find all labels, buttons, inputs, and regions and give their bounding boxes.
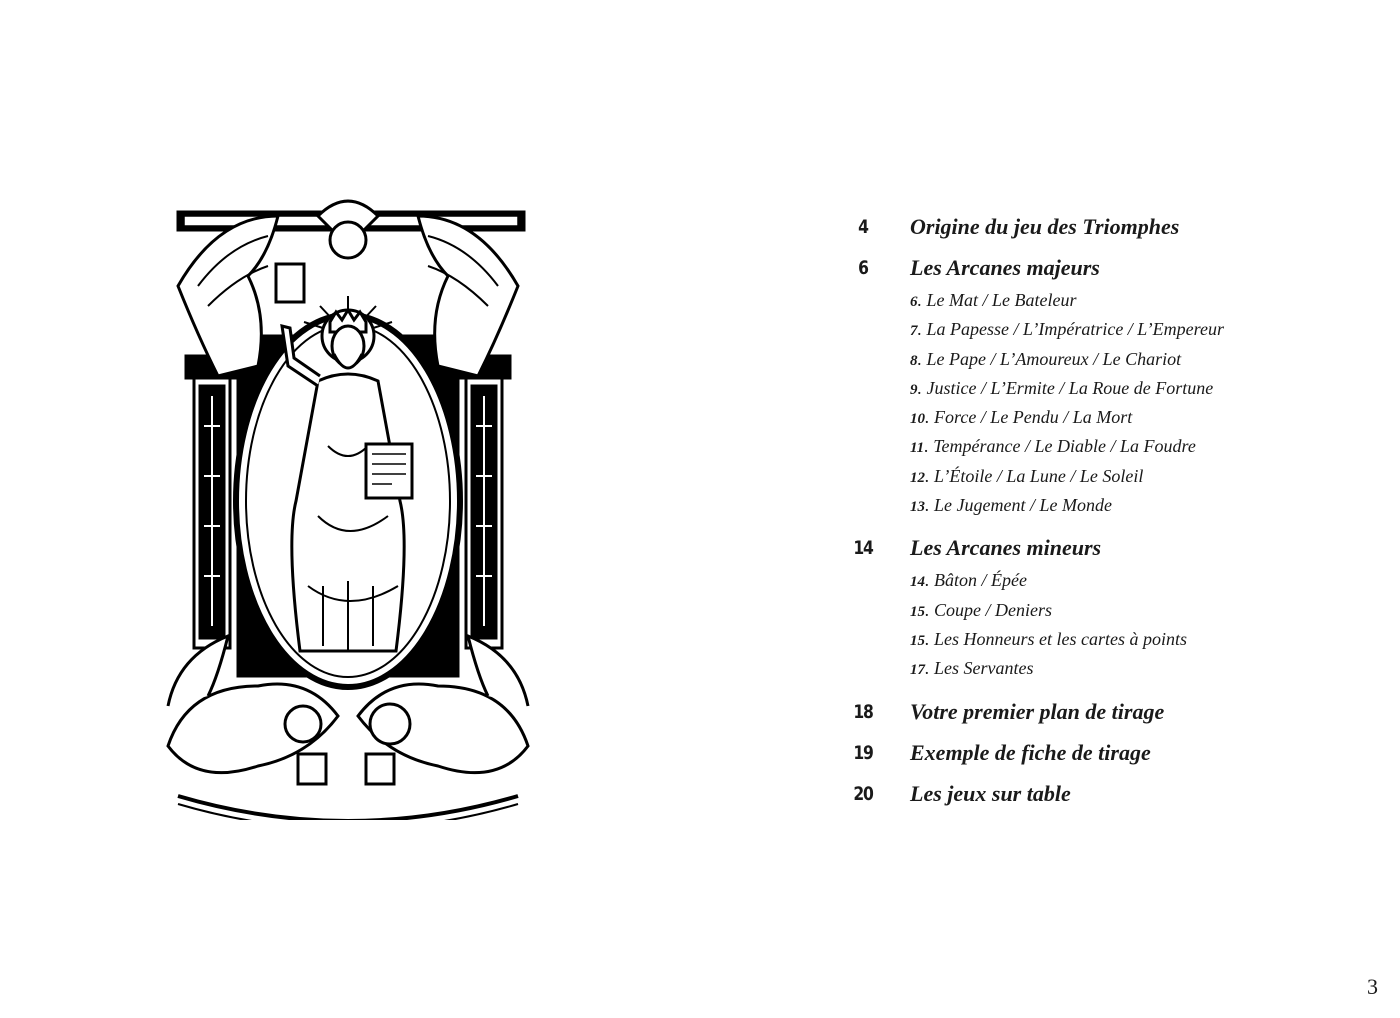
toc-subsection-page-number: 15: [910, 603, 925, 620]
toc-section-title: Les jeux sur table: [910, 780, 1071, 806]
toc-section: [848, 738, 1268, 779]
toc-subsection-separator: .: [925, 658, 934, 679]
toc-subsection-separator: .: [917, 348, 927, 369]
toc-section-title: Les Arcanes mineurs: [910, 535, 1102, 561]
toc-subsection-title: Bâton / Épée: [934, 570, 1027, 591]
toc-section-page-number: 20: [853, 782, 873, 805]
toc-section-title: Exemple de fiche de tirage: [910, 739, 1151, 765]
toc-subsection-page-number: 14: [910, 574, 925, 591]
toc-subsection-page-number: 8: [910, 352, 918, 369]
toc-section: [848, 697, 1268, 738]
toc-subsection-separator: .: [924, 436, 934, 457]
toc-subsection-item[interactable]: [910, 495, 1268, 524]
toc-subsection-title: Force / Le Pendu / La Mort: [934, 407, 1133, 428]
toc-subsection-item[interactable]: [910, 436, 1268, 465]
toc-section-title: Les Arcanes majeurs: [910, 255, 1100, 280]
toc-subsection-separator: .: [925, 570, 934, 591]
toc-subsection-separator: .: [917, 290, 927, 310]
toc-subsection-page-number: 9: [910, 381, 918, 398]
toc-section-page-number: 14: [853, 537, 873, 560]
toc-subsection-item[interactable]: [910, 466, 1268, 495]
toc-subsection-item[interactable]: [910, 658, 1268, 687]
toc-section-page-number: 18: [853, 700, 873, 723]
toc-subsection-item[interactable]: [910, 378, 1268, 407]
toc-subsection-separator: .: [925, 495, 934, 516]
illustration-enthroned-figure: [158, 186, 538, 820]
toc-subsection-item[interactable]: [910, 349, 1268, 378]
table-of-contents: [848, 212, 1268, 820]
toc-section: [848, 253, 1268, 524]
toc-subsection-title: Tempérance / Le Diable / La Foudre: [933, 436, 1196, 457]
toc-subsection-title: Le Mat / Le Bateleur: [926, 290, 1077, 310]
toc-subsection-title: Le Pape / L’Amoureux / Le Chariot: [926, 348, 1182, 369]
toc-subsection-page-number: 13: [910, 499, 925, 516]
toc-section-row[interactable]: [848, 779, 1268, 820]
toc-subsection-page-number: 7: [910, 323, 918, 340]
toc-subsection-title: Le Jugement / Le Monde: [934, 495, 1112, 516]
toc-subsection-item[interactable]: [910, 319, 1268, 348]
toc-subsection-title: Les Honneurs et les cartes à points: [934, 628, 1187, 649]
toc-section-row[interactable]: [848, 697, 1268, 738]
toc-section-title: Votre premier plan de tirage: [910, 698, 1165, 724]
toc-subsection-title: Coupe / Deniers: [934, 599, 1052, 620]
toc-section-row[interactable]: [848, 533, 1268, 574]
toc-subsection-separator: .: [917, 377, 927, 398]
toc-section-row[interactable]: [848, 253, 1268, 294]
toc-subsection-separator: .: [925, 407, 934, 428]
toc-subsection-page-number: 10: [910, 411, 925, 428]
toc-subsection-page-number: 6: [910, 294, 918, 310]
toc-section-page-number: 4: [858, 216, 868, 238]
toc-subsection-item[interactable]: [910, 407, 1268, 436]
toc-subsection-title: L’Étoile / La Lune / Le Soleil: [934, 465, 1144, 486]
toc-subsection-separator: .: [917, 319, 927, 340]
toc-section: [848, 779, 1268, 820]
toc-subsection-item[interactable]: [910, 290, 1268, 319]
toc-section-row[interactable]: [848, 738, 1268, 779]
toc-section-page-number: 19: [853, 741, 873, 764]
toc-subsection-page-number: 17: [910, 662, 925, 679]
toc-subsection-separator: .: [925, 628, 934, 649]
toc-subsection-page-number: 11: [910, 440, 925, 457]
toc-section: [848, 533, 1268, 687]
toc-section-row[interactable]: [848, 212, 1268, 253]
toc-section-title: Origine du jeu des Triomphes: [910, 214, 1180, 239]
toc-subsection-page-number: 15: [910, 632, 925, 649]
toc-subsection-item[interactable]: [910, 600, 1268, 629]
toc-subsection-title: La Papesse / L’Impératrice / L’Empereur: [926, 319, 1224, 340]
toc-subsection-separator: .: [925, 599, 934, 620]
toc-subsection-list: [910, 290, 1268, 524]
page-number: 3: [1367, 974, 1378, 999]
toc-subsection-separator: .: [925, 465, 934, 486]
toc-section: [848, 212, 1268, 253]
toc-section-page-number: 6: [858, 257, 868, 279]
toc-subsection-item[interactable]: [910, 629, 1268, 658]
toc-subsection-title: Justice / L’Ermite / La Roue de Fortune: [926, 377, 1214, 398]
toc-subsection-list: [910, 570, 1268, 687]
toc-subsection-page-number: 12: [910, 469, 925, 486]
toc-subsection-item[interactable]: [910, 570, 1268, 599]
toc-subsection-title: Les Servantes: [934, 658, 1034, 679]
